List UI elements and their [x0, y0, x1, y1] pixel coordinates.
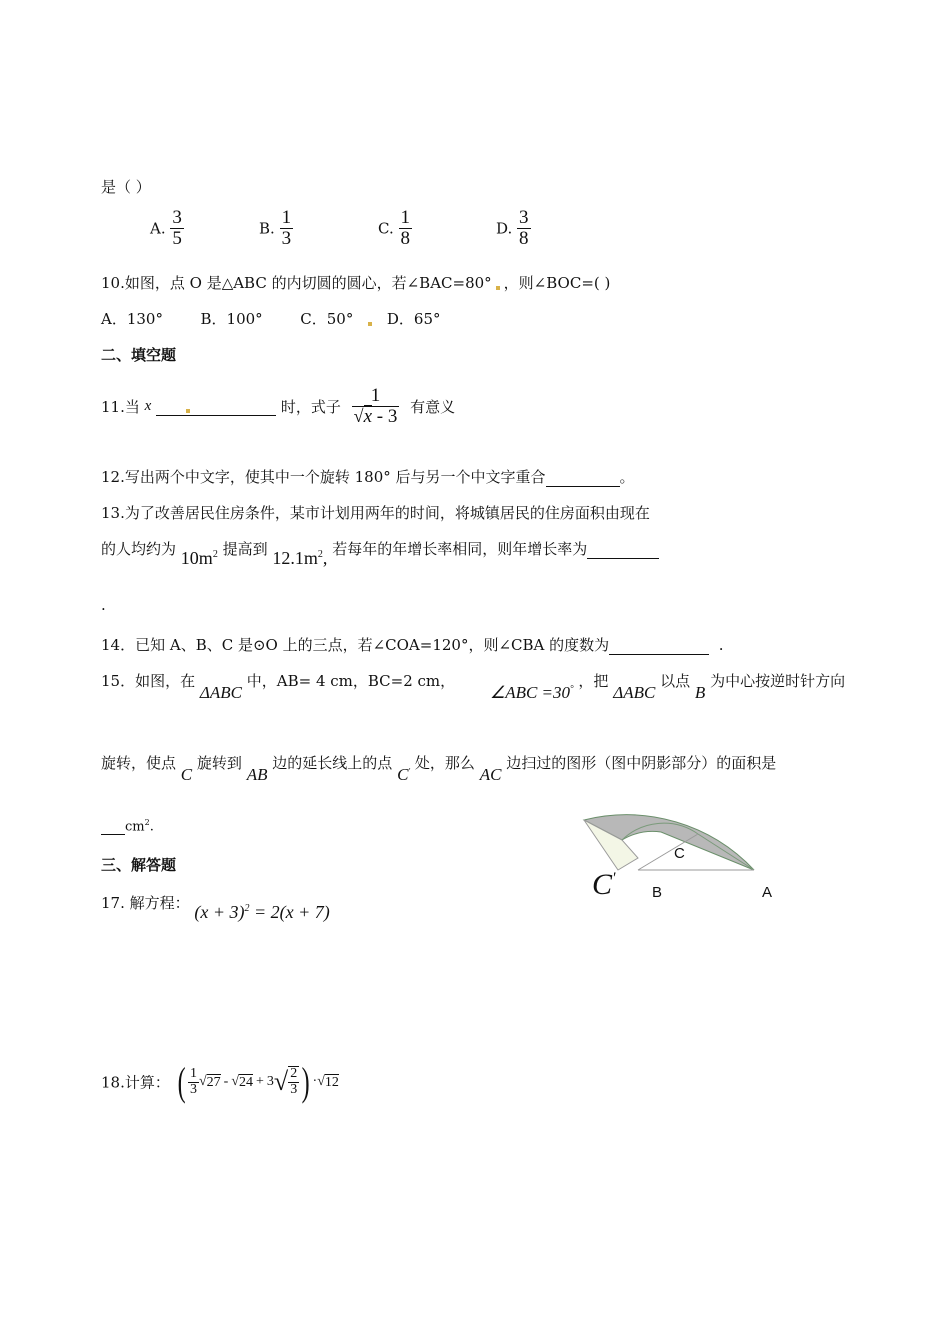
q9-option-b: [259, 208, 293, 249]
q15-line1: [101, 670, 846, 702]
q10-option-c: C．50°: [300, 310, 354, 328]
q11: [101, 386, 455, 427]
q10-option-d: D．65°: [386, 310, 441, 328]
figure-label-c: C: [674, 845, 685, 862]
q13-post: 若每年的年增长率相同，则年增长率为: [332, 540, 588, 558]
exponent: 2: [212, 549, 218, 560]
q13-line1: 13.为了改善居民住房条件，某市计划用两年的时间，将城镇居民的住房面积由现在: [101, 504, 650, 522]
q15-answer-blank: [101, 819, 125, 835]
unit-exponent: 2: [144, 818, 150, 827]
numerator: 1: [281, 207, 292, 228]
section-heading-fill-blank: 二、填空题: [101, 346, 177, 364]
numerator: 3: [172, 207, 182, 228]
denominator: √x - 3: [353, 405, 398, 427]
plus: +: [256, 1074, 264, 1089]
q10-option-a: A．130°: [101, 310, 163, 328]
q13-value-target: $12.1m^2$,: [272, 548, 328, 568]
unit-end: .: [149, 819, 154, 835]
fraction: [399, 208, 413, 249]
exponent: 2: [244, 903, 250, 914]
q15-part-b: 中，AB= 4 cm，BC=2 cm，: [246, 672, 456, 690]
numerator: 2: [290, 1066, 298, 1082]
q15-point-c-prime: [397, 765, 410, 784]
q17-equation: [194, 902, 329, 922]
exponent: 2: [317, 549, 323, 560]
q15-part-i: 处，那么: [414, 754, 475, 772]
multiply-dot: ·: [312, 1074, 318, 1089]
denominator: 3: [189, 1081, 197, 1097]
q10-text: [101, 272, 610, 293]
q13-pre: 的人均约为: [101, 540, 177, 558]
q14: [101, 634, 723, 655]
rhs: = 2(x + 7): [254, 902, 330, 922]
radicand: 12: [324, 1074, 339, 1090]
q11-suffix: 时，式子: [280, 397, 341, 416]
fraction: [288, 1066, 299, 1097]
fraction: [517, 208, 531, 249]
denominator: 3: [281, 227, 292, 249]
numerator: 1: [400, 207, 410, 228]
q9-option-a: [150, 208, 184, 249]
q13-value-initial: [181, 548, 218, 568]
option-label: A.: [150, 219, 166, 238]
denominator: 8: [400, 227, 410, 249]
q14-answer-blank: [609, 636, 709, 655]
side-bc: [638, 834, 698, 870]
q18-label: 18.计算：: [101, 1073, 170, 1092]
notch: [618, 786, 626, 796]
q15-triangle: ΔABC: [199, 683, 242, 702]
q18-expression: ( $\frac{1}{3}$ √ 27 - √ 24 + 3 √ $\frac{2}{3}$ ) · √ 12: [177, 1059, 339, 1104]
q10-option-b: B．100°: [200, 310, 263, 328]
q15-line2: [101, 752, 777, 784]
q15-angle: [490, 683, 574, 702]
q17-label: 17. 解方程：: [101, 894, 190, 912]
numerator: 3: [519, 207, 529, 228]
q11-variable: x: [144, 397, 152, 414]
q15-part-e: 为中心按逆时针方向: [710, 672, 846, 690]
minus: -: [223, 1074, 229, 1089]
option-label: D.: [496, 219, 513, 238]
q9-option-c: [378, 208, 412, 249]
radicand: 24: [239, 1074, 254, 1090]
q13-line2: [101, 538, 659, 568]
fraction: [188, 1067, 199, 1097]
denominator: 8: [519, 227, 529, 249]
q10-options: [101, 308, 441, 329]
unit: cm: [125, 819, 145, 835]
q9-option-d: [496, 208, 531, 249]
q14-end: .: [718, 636, 724, 654]
degree: °: [570, 683, 574, 694]
numerator: 1: [370, 385, 381, 406]
q15-part-a: 15．如图，在: [101, 672, 196, 690]
q15-part-j: 边扫过的图形（图中阴影部分）的面积是: [506, 754, 777, 772]
q15-triangle: ΔABC: [613, 683, 656, 702]
q15-answer: [101, 818, 154, 835]
q15-part-g: 旋转到: [196, 754, 242, 772]
q15-side-ab: AB: [246, 765, 268, 784]
q14-stem: 14．已知 A、B、C 是⊙O 上的三点，若∠COA=120°，则∠CBA 的度数为: [101, 636, 610, 654]
denominator: 5: [172, 227, 182, 249]
coefficient: 3: [266, 1074, 274, 1089]
q15-part-f: 旋转，使点: [101, 754, 177, 772]
fraction: [170, 208, 184, 249]
fraction: [280, 208, 294, 249]
lhs: (x + 3): [194, 902, 245, 922]
q15-point-c: C: [180, 765, 193, 784]
q15-part-d: 以点: [660, 672, 691, 690]
q11-tail: 有意义: [410, 397, 456, 416]
q15-part-h: 边的延长线上的点: [272, 754, 393, 772]
value: 10m: [180, 548, 213, 568]
q10-stem: 10.如图，点 O 是△ABC 的内切圆的圆心，若∠BAC=80°: [101, 274, 492, 292]
prime: ': [612, 870, 616, 887]
figure-label-a: A: [762, 884, 773, 901]
radicand: 27: [206, 1074, 221, 1090]
q12-stem: 12.写出两个中文字，使其中一个旋转 180° 后与另一个中文字重合: [101, 468, 546, 486]
q15-point-b: B: [694, 683, 706, 702]
figure-label-c-prime: [592, 868, 615, 902]
denominator: 3: [290, 1082, 298, 1097]
q13-end-dot: .: [101, 596, 106, 614]
q11-answer-blank: [156, 397, 276, 416]
q10-stem-end: ，则∠BOC=( ): [503, 274, 611, 292]
q13-answer-blank: [587, 540, 659, 559]
q17: [101, 892, 330, 922]
q15-side-ac: AC: [479, 765, 502, 784]
q18: [101, 1059, 339, 1104]
q13-mid: 提高到: [222, 540, 268, 558]
minus-three: - 3: [376, 405, 398, 427]
q12-end: 。: [619, 468, 635, 486]
q15-part-c: ，把: [578, 672, 609, 690]
q11-prefix: 11.当: [101, 397, 140, 416]
q12-answer-blank: [546, 468, 620, 487]
radicand: x: [363, 405, 372, 427]
numerator: 1: [189, 1065, 197, 1081]
prime: ': [408, 766, 411, 776]
section-heading-solve: 三、解答题: [101, 856, 177, 874]
q9-tail: 是（ ）: [101, 178, 151, 196]
option-label: C.: [378, 219, 394, 238]
value: 12.1m: [272, 548, 318, 568]
option-label: B.: [259, 219, 275, 238]
q12: [101, 466, 635, 487]
point: C: [592, 868, 613, 901]
q11-fraction: [352, 386, 400, 427]
side-ca: [698, 834, 754, 870]
angle-expr: ∠ABC =30: [489, 683, 571, 702]
point: C: [397, 765, 409, 784]
figure-label-b: B: [652, 884, 663, 901]
